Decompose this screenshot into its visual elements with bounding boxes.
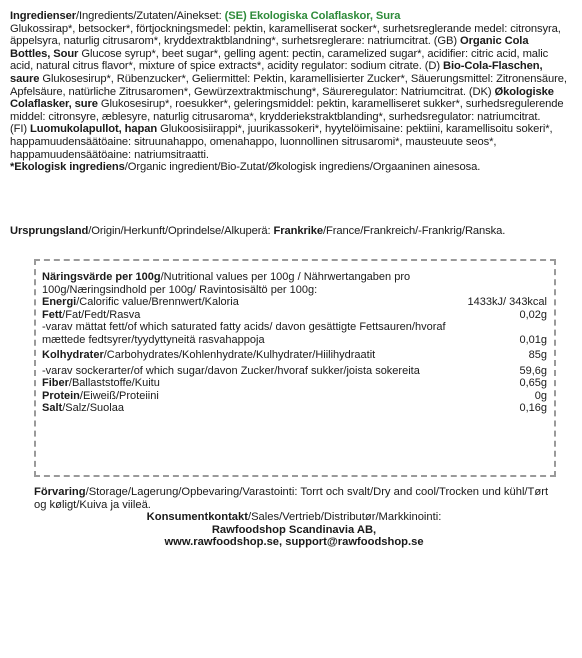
origin-label-translations: /Origin/Herkunft/Oprindelse/Alkuperä: [88, 225, 274, 237]
se-product-title: (SE) Ekologiska Colaflaskor, Sura [224, 10, 401, 22]
dk-code: (DK) [468, 85, 495, 98]
contact-translations: /Sales/Vertrieb/Distributør/Markkinointi: [247, 511, 442, 524]
fiber-translations: /Ballaststoffe/Kuitu [68, 377, 160, 389]
dk-ingredients-text: Glukosesirup*, roesukker*, geleringsmiddel: pektin, karamelliseret sukker*, surhedsregulerende middel: citronsyre, æblesyre, naturlig citrusaroma*, krydderiekstraktblanding*, surhedsregulator: natriumcitrat. [10, 98, 564, 123]
energy-row [42, 296, 547, 309]
ingredients-heading-translations: /Ingredients/Zutaten/Ainekset: [75, 10, 225, 22]
nutrition-title-translations: /Nutritional values per 100g / Nährwertangaben pro 100g/Næringsindhold per 100g/ Ravintosisältö per 100g: [42, 271, 411, 296]
salt-translations: /Salz/Suolaa [62, 402, 124, 414]
ingredients-heading: Ingredienser [10, 10, 76, 22]
energy-label: Energi [42, 296, 77, 308]
fat-value: 0,02g [519, 308, 547, 321]
fiber-value: 0,65g [519, 377, 547, 389]
saturated-fat-value: 0,01g [519, 333, 547, 346]
fi-ingredients-text: Glukoosisiirappi*, juurikassokeri*, hyytelöimisaine: pektiini, karamellisoitu sokeri*, happamuudensäätöaine: sitruunahappo, omenahappo, luonnollinen sitrusaromi*, mausteuute seos*, happamuudensäätöaine: natriumsitraatti. [10, 123, 553, 161]
fat-row [42, 309, 547, 322]
se-ingredients-text: Glukossirap*, betsocker*, förtjockningsmedel: pektin, karamelliserat socker*, surhetsreglerande medel: citronsyra, äppelsyra, naturlig citrusarom*, kryddextraktblandning*, surhetsreglerare: natriumcitrat. [10, 22, 561, 48]
fat-label: Fett [42, 308, 63, 321]
salt-value: 0,16g [519, 402, 547, 414]
de-product-title: Bio-Cola-Flaschen, saure [10, 60, 543, 85]
organic-note-label: *Ekologisk ingrediens [10, 161, 125, 174]
carbohydrate-value: 85g [528, 349, 547, 361]
ingredients-section [10, 10, 570, 174]
origin-country: Frankrike [273, 225, 323, 237]
nutrition-title [42, 271, 547, 296]
origin-country-translations: /France/Frankreich/-Frankrig/Ranska. [322, 225, 506, 237]
company-name: Rawfoodshop Scandinavia AB, [211, 523, 377, 536]
origin-section [10, 225, 570, 238]
nutrition-table [42, 271, 547, 415]
fat-translations: /Fat/Fedt/Rasva [62, 308, 141, 321]
contact-line [34, 511, 554, 524]
protein-translations: /Eiweiß/Proteiini [79, 389, 159, 402]
carbohydrate-label: Kolhydrater [42, 349, 104, 361]
gb-code: (GB) [433, 35, 461, 48]
de-code: (D) [424, 60, 443, 73]
sugar-value: 59,6g [519, 364, 547, 377]
dk-product-title: Økologiske Colaflasker, sure [10, 85, 554, 111]
contact-label: Konsumentkontakt [146, 511, 248, 524]
sugar-row [42, 365, 547, 378]
carbohydrate-translations: /Carbohydrates/Kohlenhydrate/Kulhydrater/Hiilihydraatit [103, 349, 376, 361]
protein-value: 0g [534, 389, 547, 402]
storage-section [34, 486, 554, 549]
de-ingredients-text: Glukosesirup*, Rübenzucker*, Geliermittel: Pektin, karamellisierter Zucker*, Säuerungsmittel: Zitronensäure, Apfelsäure, natürliche Zitrusaromen*, Gewürzextraktmischung*, Säureregulator: Natriumcitrat. [10, 72, 567, 98]
fi-code: (FI) [10, 123, 31, 136]
salt-label: Salt [42, 402, 63, 414]
energy-value: 1433kJ/ 343kcal [467, 296, 547, 308]
carbohydrate-row [42, 349, 547, 362]
storage-label: Förvaring [34, 486, 86, 498]
salt-row [42, 402, 547, 415]
origin-label: Ursprungsland [10, 225, 89, 237]
nutrition-table-box [34, 259, 556, 477]
saturated-fat-row [42, 321, 547, 346]
sugar-label: -varav sockerarter/of which sugar/davon Zucker/hvoraf sukker/joista sokereita [42, 364, 420, 377]
organic-note-text: /Organic ingredient/Bio-Zutat/Økologisk ingrediens/Orgaaninen ainesosa. [124, 161, 481, 174]
storage-line [34, 486, 554, 511]
fi-product-title: Luomukolapullot, hapan [30, 123, 158, 136]
fiber-row [42, 377, 547, 390]
gb-product-title: Organic Cola Bottles, Sour [10, 35, 529, 60]
nutrition-title-bold: Näringsvärde per 100g [42, 271, 161, 283]
energy-translations: /Calorific value/Brennwert/Kaloria [76, 296, 239, 308]
protein-row [42, 390, 547, 403]
storage-text: /Storage/Lagerung/Opbevaring/Varastointi: Torrt och svalt/Dry and cool/Trocken und kühl/Tørt og køligt/Kuiva ja viileä. [34, 486, 549, 511]
gb-ingredients-text: Glucose syrup*, beet sugar*, gelling agent: pectin, caramelized sugar*, acidifier: citric acid, malic acid, natural citrus flavor*, mixture of spice extracts*, acidity regulator: sodium citrate. [10, 47, 549, 73]
saturated-fat-label: -varav mättat fett/of which saturated fatty acids/ davon gesättigte Fettsauren/hvoraf mættede fedtsyrer/tyydyttyneitä rasvahappoja [42, 321, 446, 346]
fiber-label: Fiber [42, 377, 69, 389]
protein-label: Protein [42, 389, 80, 402]
website-email: www.rawfoodshop.se, support@rawfoodshop.se [164, 536, 424, 549]
